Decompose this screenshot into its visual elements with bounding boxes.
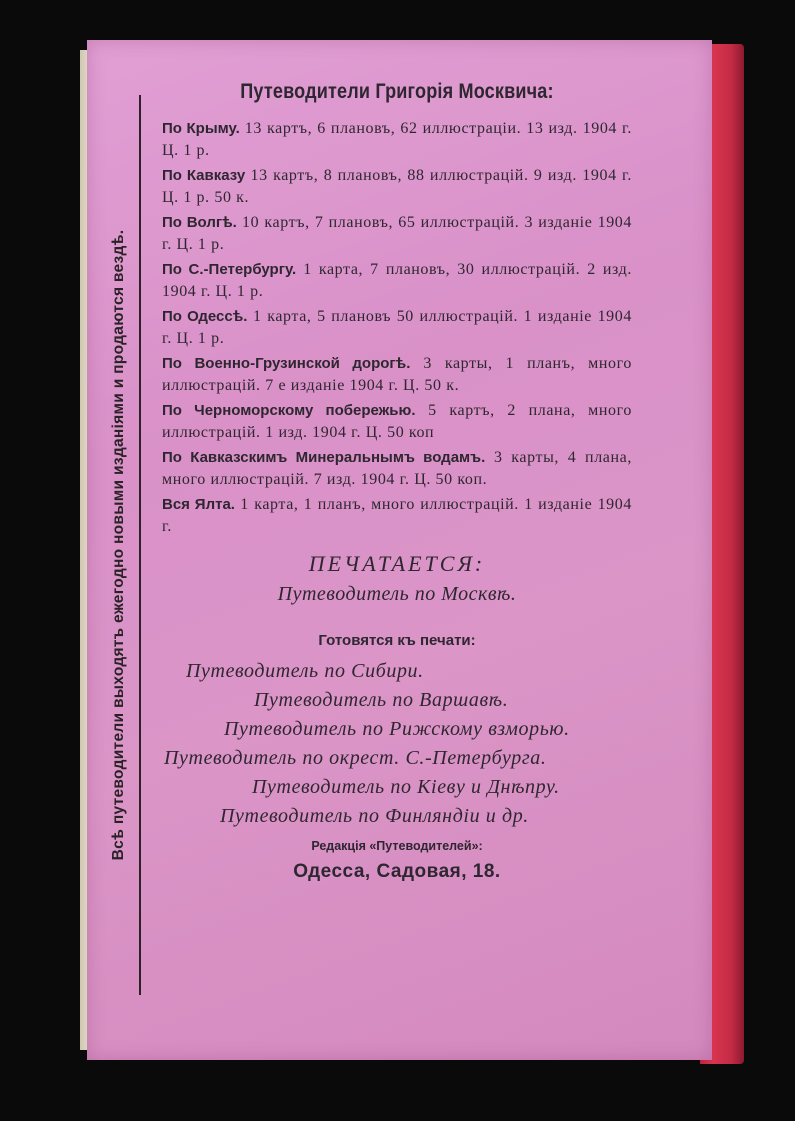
preparing-list [162,657,632,831]
guide-entry-lead: По Одессѣ. [162,308,248,325]
guide-entry-lead: По С.-Петербургу. [162,261,297,278]
guide-entry-text: 3 карты, 1 планъ, много иллюстрацій. 7 е изданіе 1904 г. Ц. 50 к. [162,355,632,394]
guide-entry-text: 1 карта, 7 плановъ, 30 иллюстрацій. 2 изд. 1904 г. Ц. 1 р. [162,261,632,300]
preparing-item: Путеводитель по окрест. С.-Петербурга. [164,747,547,769]
guide-entry [162,353,632,396]
guide-entry-lead: Вся Ялта. [162,496,235,513]
guide-entry-lead: По Крыму. [162,120,240,137]
guide-entry-text: 1 карта, 1 планъ, много иллюстрацій. 1 изданіе 1904 г. [162,496,632,535]
guide-entry-text: 1 карта, 5 плановъ 50 иллюстрацій. 1 изданіе 1904 г. Ц. 1 р. [162,308,632,347]
preparing-item: Путеводитель по Финляндіи и др. [220,805,529,827]
guide-list [162,118,632,537]
side-note-column [104,95,134,995]
preparing-heading: Готовятся къ печати: [318,632,476,649]
guide-entry-lead: По Кавказскимъ Минеральнымъ водамъ. [162,449,486,466]
guide-entry [162,447,632,490]
guide-entry [162,400,632,443]
guide-entry [162,259,632,302]
guide-entry-text: 13 картъ, 6 плановъ, 62 иллюстраціи. 13 изд. 1904 г. Ц. 1 р. [162,120,632,159]
guide-entry [162,118,632,161]
guide-entry-text: 5 картъ, 2 плана, много иллюстрацій. 1 изд. 1904 г. Ц. 50 коп [162,402,632,441]
cover-title: Путеводители Григорія Москвича: [240,80,554,103]
guide-entry-lead: По Волгѣ. [162,214,237,231]
editorial-address: Одесса, Садовая, 18. [293,861,501,882]
cover-content [162,80,632,883]
editorial-label: Редакція «Путеводителей»: [311,839,483,853]
guide-entry [162,165,632,208]
preparing-item: Путеводитель по Варшавѣ. [254,689,509,711]
side-divider-line [139,95,141,995]
guide-entry-lead: По Кавказу [162,167,246,184]
guide-entry-text: 3 карты, 4 плана, много иллюстрацій. 7 изд. 1904 г. Ц. 50 коп. [162,449,632,488]
preparing-item: Путеводитель по Рижскому взморью. [224,718,570,740]
side-note: Всѣ путеводители выходятъ ежегодно новыми изданіями и продаются вездѣ. [110,229,127,861]
guide-entry [162,306,632,349]
guide-entry-text: 13 картъ, 8 плановъ, 88 иллюстрацій. 9 изд. 1904 г. Ц. 1 р. 50 к. [162,167,632,206]
preparing-item: Путеводитель по Сибири. [186,660,424,682]
guide-entry-text: 10 картъ, 7 плановъ, 65 иллюстрацій. 3 изданіе 1904 г. Ц. 1 р. [162,214,632,253]
guide-entry [162,494,632,537]
printing-heading: ПЕЧАТАЕТСЯ: [308,551,486,576]
guide-entry [162,212,632,255]
preparing-item: Путеводитель по Кіеву и Днѣпру. [252,776,560,798]
guide-entry-lead: По Черноморскому побережью. [162,402,416,419]
guide-entry-lead: По Военно-Грузинской дорогѣ. [162,355,411,372]
printing-item: Путеводитель по Москвѣ. [277,583,517,605]
